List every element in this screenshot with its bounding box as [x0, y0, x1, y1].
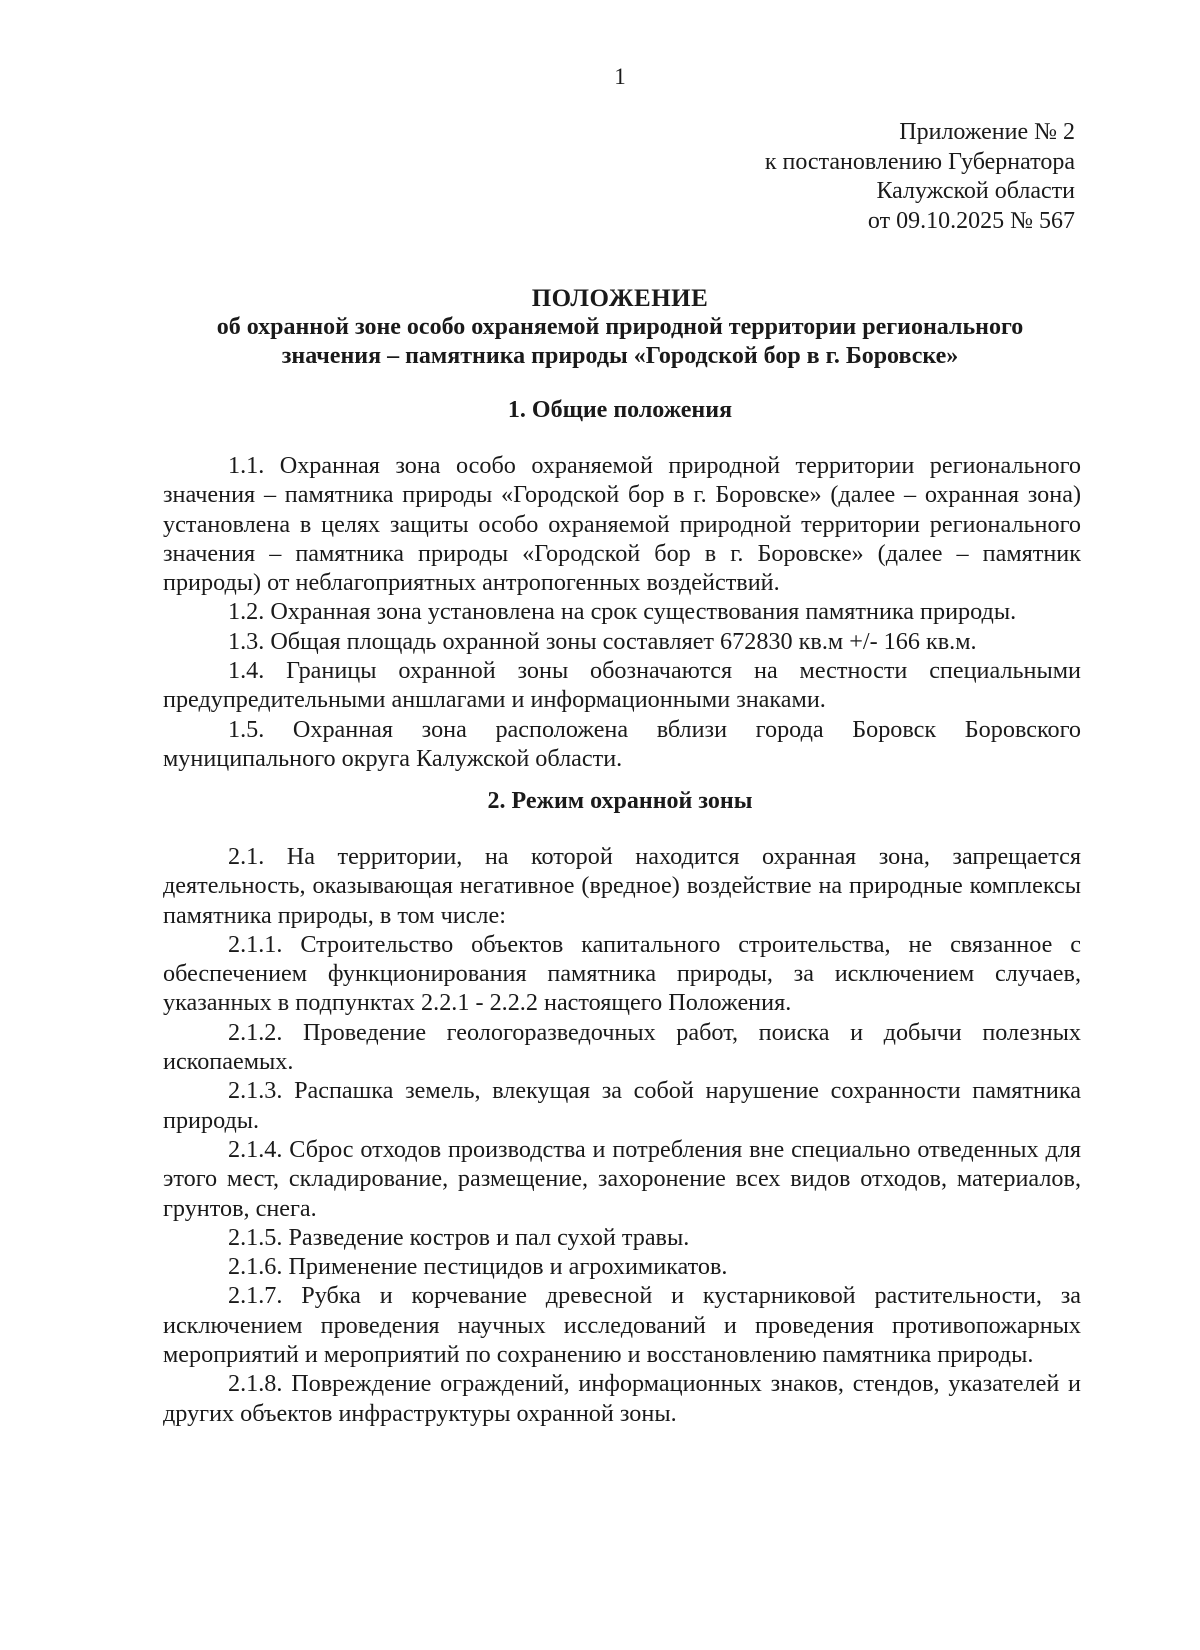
page-number: 1 [614, 64, 626, 89]
section-heading: 2. Режим охранной зоны [487, 788, 753, 814]
paragraph: 1.2. Охранная зона установлена на срок существования памятника природы. [228, 598, 1017, 626]
paragraph: 1.4. Границы охранной зоны обозначаются на местности специальными предупредительными аншлагами и информационными знаками. [163, 657, 1081, 714]
document-title: ПОЛОЖЕНИЕ [531, 285, 709, 312]
section-body [163, 842, 1081, 1428]
appendix-line: к постановлению Губернатора [764, 148, 1075, 175]
appendix-block [765, 118, 1075, 236]
paragraph: 2.1.5. Разведение костров и пал сухой травы. [228, 1223, 690, 1251]
paragraph: 2.1.2. Проведение геологоразведочных работ, поиска и добычи полезных ископаемых. [163, 1018, 1081, 1076]
section-heading: 1. Общие положения [507, 397, 733, 423]
paragraph: 2.1.1. Строительство объектов капитального строительства, не связанное с обеспечением функционирования памятника природы, за исключением случаев, указанных в подпунктах 2.2.1 - 2.2.2 настоящего Положения. [163, 930, 1081, 1017]
document-subtitle: значения – памятника природы «Городской бор в г. Боровске» [281, 343, 959, 369]
appendix-line: Приложение № 2 [899, 119, 1075, 145]
paragraph: 1.1. Охранная зона особо охраняемой природной территории регионального значения – памятника природы «Городской бор в г. Боровске» (далее – охранная зона) установлена в целях защиты особо охраняемой природной территории регионального значения – памятника природы «Городской бор в г. Боровске» (далее – памятник природы) от неблагоприятных антропогенных воздействий. [163, 452, 1081, 597]
paragraph: 2.1. На территории, на которой находится охранная зона, запрещается деятельность, оказывающая негативное (вредное) воздействие на природные комплексы памятника природы, в том числе: [163, 843, 1081, 929]
document-subtitle: об охранной зоне особо охраняемой природной территории регионального [216, 314, 1024, 340]
paragraph: 2.1.7. Рубка и корчевание древесной и кустарниковой растительности, за исключением проведения научных исследований и проведения противопожарных мероприятий и мероприятий по сохранению и восстановлению памятника природы. [163, 1282, 1081, 1369]
paragraph: 2.1.4. Сброс отходов производства и потребления вне специально отведенных для этого мест, складирование, размещение, захоронение всех видов отходов, материалов, грунтов, снега. [163, 1135, 1081, 1222]
paragraph: 2.1.6. Применение пестицидов и агрохимикатов. [228, 1253, 728, 1281]
paragraph: 1.5. Охранная зона расположена вблизи города Боровск Боровского муниципального округа Калужской области. [163, 715, 1081, 772]
document-title-block [160, 284, 1080, 371]
paragraph: 1.3. Общая площадь охранной зоны составляет 672830 кв.м +/- 166 кв.м. [228, 627, 977, 655]
appendix-line: Калужской области [876, 178, 1075, 204]
paragraph: 2.1.8. Повреждение ограждений, информационных знаков, стендов, указателей и других объектов инфраструктуры охранной зоны. [163, 1370, 1081, 1427]
section-body [163, 451, 1081, 773]
appendix-line: от 09.10.2025 № 567 [867, 207, 1075, 234]
paragraph: 2.1.3. Распашка земель, влекущая за собой нарушение сохранности памятника природы. [163, 1077, 1081, 1134]
